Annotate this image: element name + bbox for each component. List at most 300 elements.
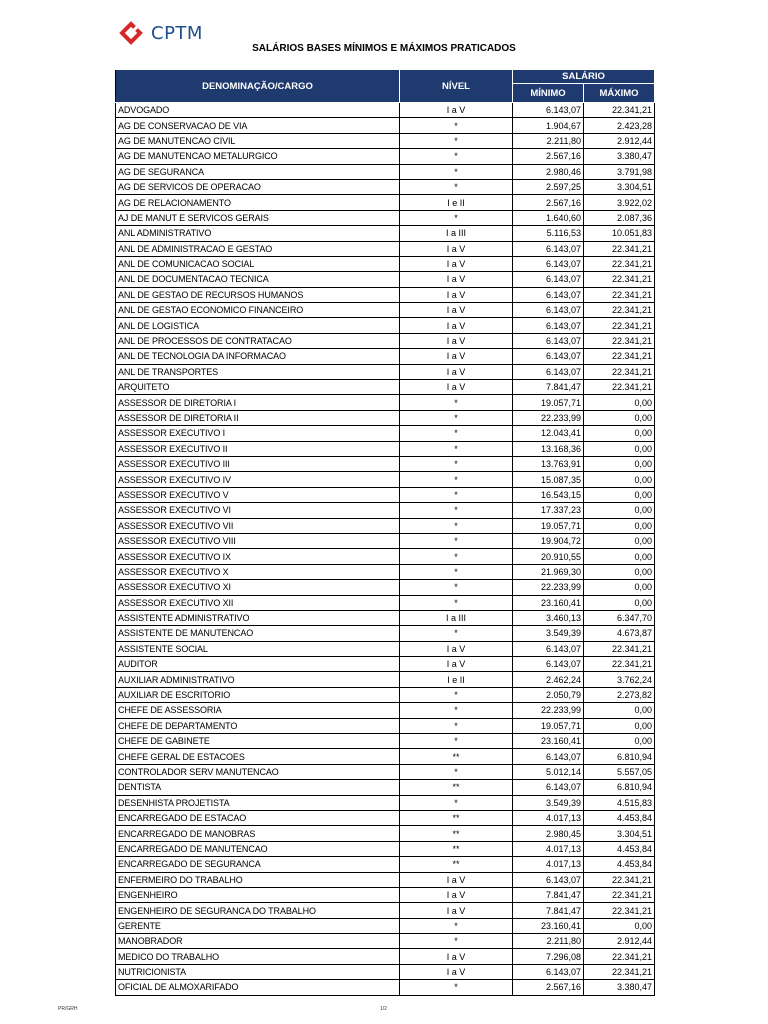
maximo-cell: 3.922,02 [584, 195, 655, 210]
cargo-cell: ANL DE ADMINISTRACAO E GESTAO [116, 241, 400, 256]
cargo-cell: ASSESSOR EXECUTIVO VII [116, 518, 400, 533]
header-nivel: NÍVEL [400, 70, 513, 103]
maximo-cell: 0,00 [584, 703, 655, 718]
maximo-cell: 0,00 [584, 487, 655, 502]
table-row [116, 903, 655, 918]
table-row [116, 872, 655, 887]
nivel-cell: * [400, 918, 513, 933]
cargo-cell: CHEFE DE ASSESSORIA [116, 703, 400, 718]
minimo-cell: 7.841,47 [513, 887, 584, 902]
minimo-cell: 23.160,41 [513, 918, 584, 933]
table-row [116, 564, 655, 579]
minimo-cell: 4.017,13 [513, 857, 584, 872]
maximo-cell: 3.762,24 [584, 672, 655, 687]
cargo-cell: ASSESSOR EXECUTIVO III [116, 456, 400, 471]
nivel-cell: * [400, 687, 513, 702]
maximo-cell: 0,00 [584, 533, 655, 548]
maximo-cell: 3.380,47 [584, 980, 655, 995]
maximo-cell: 0,00 [584, 734, 655, 749]
cargo-cell: ASSESSOR EXECUTIVO I [116, 426, 400, 441]
cargo-cell: ENGENHEIRO [116, 887, 400, 902]
minimo-cell: 6.143,07 [513, 272, 584, 287]
cargo-cell: ASSESSOR EXECUTIVO VI [116, 503, 400, 518]
nivel-cell: * [400, 210, 513, 225]
table-row [116, 349, 655, 364]
nivel-cell: I a V [400, 949, 513, 964]
cargo-cell: ENGENHEIRO DE SEGURANCA DO TRABALHO [116, 903, 400, 918]
minimo-cell: 6.143,07 [513, 318, 584, 333]
salary-table [115, 69, 655, 996]
table-row [116, 934, 655, 949]
maximo-cell: 4.453,84 [584, 810, 655, 825]
minimo-cell: 12.043,41 [513, 426, 584, 441]
cargo-cell: ANL DE LOGISTICA [116, 318, 400, 333]
maximo-cell: 0,00 [584, 918, 655, 933]
cargo-cell: ANL ADMINISTRATIVO [116, 226, 400, 241]
maximo-cell: 0,00 [584, 718, 655, 733]
minimo-cell: 6.143,07 [513, 256, 584, 271]
nivel-cell: I a V [400, 872, 513, 887]
cargo-cell: ENCARREGADO DE ESTACAO [116, 810, 400, 825]
nivel-cell: * [400, 595, 513, 610]
cargo-cell: ASSISTENTE DE MANUTENCAO [116, 626, 400, 641]
cargo-cell: ASSISTENTE SOCIAL [116, 641, 400, 656]
table-row [116, 426, 655, 441]
cargo-cell: CHEFE DE DEPARTAMENTO [116, 718, 400, 733]
page-title: SALÁRIOS BASES MÍNIMOS E MÁXIMOS PRATICADOS [252, 43, 516, 54]
table-row [116, 318, 655, 333]
table-row [116, 395, 655, 410]
nivel-cell: * [400, 179, 513, 194]
cargo-cell: AUDITOR [116, 657, 400, 672]
maximo-cell: 6.810,94 [584, 780, 655, 795]
nivel-cell: I a V [400, 272, 513, 287]
maximo-cell: 22.341,21 [584, 287, 655, 302]
maximo-cell: 22.341,21 [584, 641, 655, 656]
table-row [116, 333, 655, 348]
cargo-cell: ANL DE TRANSPORTES [116, 364, 400, 379]
cargo-cell: ASSESSOR EXECUTIVO X [116, 564, 400, 579]
table-row [116, 857, 655, 872]
maximo-cell: 0,00 [584, 549, 655, 564]
nivel-cell: * [400, 133, 513, 148]
maximo-cell: 4.673,87 [584, 626, 655, 641]
maximo-cell: 22.341,21 [584, 256, 655, 271]
header-salario: SALÁRIO [513, 70, 655, 84]
table-row [116, 472, 655, 487]
minimo-cell: 2.567,16 [513, 195, 584, 210]
table-row [116, 549, 655, 564]
cargo-cell: ANL DE PROCESSOS DE CONTRATACAO [116, 333, 400, 348]
maximo-cell: 0,00 [584, 518, 655, 533]
brand-name: CPTM [151, 22, 203, 44]
table-row [116, 226, 655, 241]
maximo-cell: 0,00 [584, 410, 655, 425]
cargo-cell: DESENHISTA PROJETISTA [116, 795, 400, 810]
minimo-cell: 6.143,07 [513, 964, 584, 979]
nivel-cell: * [400, 456, 513, 471]
maximo-cell: 22.341,21 [584, 964, 655, 979]
cargo-cell: ASSISTENTE ADMINISTRATIVO [116, 610, 400, 625]
header-denominacao: DENOMINAÇÃO/CARGO [116, 70, 400, 103]
page-number: 1/2 [380, 1006, 387, 1012]
minimo-cell: 15.087,35 [513, 472, 584, 487]
cargo-cell: AJ DE MANUT E SERVICOS GERAIS [116, 210, 400, 225]
header-maximo: MÁXIMO [584, 84, 655, 103]
maximo-cell: 3.304,51 [584, 179, 655, 194]
maximo-cell: 4.515,83 [584, 795, 655, 810]
nivel-cell: * [400, 395, 513, 410]
cargo-cell: ASSESSOR EXECUTIVO V [116, 487, 400, 502]
minimo-cell: 5.116,53 [513, 226, 584, 241]
minimo-cell: 19.057,71 [513, 395, 584, 410]
minimo-cell: 6.143,07 [513, 349, 584, 364]
nivel-cell: I a III [400, 610, 513, 625]
nivel-cell: * [400, 564, 513, 579]
nivel-cell: I a V [400, 287, 513, 302]
maximo-cell: 2.912,44 [584, 133, 655, 148]
minimo-cell: 2.980,45 [513, 826, 584, 841]
maximo-cell: 22.341,21 [584, 657, 655, 672]
minimo-cell: 6.143,07 [513, 241, 584, 256]
table-row [116, 456, 655, 471]
minimo-cell: 4.017,13 [513, 810, 584, 825]
header-minimo: MÍNIMO [513, 84, 584, 103]
cargo-cell: AG DE SEGURANCA [116, 164, 400, 179]
nivel-cell: I a V [400, 657, 513, 672]
cargo-cell: ANL DE GESTAO DE RECURSOS HUMANOS [116, 287, 400, 302]
table-row [116, 718, 655, 733]
table-row [116, 441, 655, 456]
maximo-cell: 0,00 [584, 503, 655, 518]
nivel-cell: * [400, 410, 513, 425]
table-row [116, 133, 655, 148]
minimo-cell: 6.143,07 [513, 657, 584, 672]
table-row [116, 380, 655, 395]
cargo-cell: ANL DE TECNOLOGIA DA INFORMACAO [116, 349, 400, 364]
maximo-cell: 4.453,84 [584, 841, 655, 856]
nivel-cell: * [400, 980, 513, 995]
minimo-cell: 1.904,67 [513, 118, 584, 133]
nivel-cell: * [400, 703, 513, 718]
nivel-cell: ** [400, 780, 513, 795]
cargo-cell: OFICIAL DE ALMOXARIFADO [116, 980, 400, 995]
minimo-cell: 17.337,23 [513, 503, 584, 518]
table-row [116, 256, 655, 271]
minimo-cell: 6.143,07 [513, 872, 584, 887]
cargo-cell: ANL DE DOCUMENTACAO TECNICA [116, 272, 400, 287]
cargo-cell: ASSESSOR DE DIRETORIA I [116, 395, 400, 410]
table-row [116, 980, 655, 995]
cargo-cell: ASSESSOR EXECUTIVO IV [116, 472, 400, 487]
maximo-cell: 0,00 [584, 564, 655, 579]
minimo-cell: 2.980,46 [513, 164, 584, 179]
nivel-cell: * [400, 164, 513, 179]
table-row [116, 164, 655, 179]
nivel-cell: I a V [400, 380, 513, 395]
table-row [116, 949, 655, 964]
table-row [116, 841, 655, 856]
nivel-cell: * [400, 503, 513, 518]
minimo-cell: 20.910,55 [513, 549, 584, 564]
minimo-cell: 7.841,47 [513, 903, 584, 918]
table-row [116, 887, 655, 902]
table-row [116, 179, 655, 194]
maximo-cell: 22.341,21 [584, 887, 655, 902]
minimo-cell: 6.143,07 [513, 103, 584, 118]
maximo-cell: 22.341,21 [584, 349, 655, 364]
minimo-cell: 4.017,13 [513, 841, 584, 856]
table-row [116, 195, 655, 210]
minimo-cell: 6.143,07 [513, 333, 584, 348]
minimo-cell: 19.057,71 [513, 518, 584, 533]
maximo-cell: 22.341,21 [584, 903, 655, 918]
nivel-cell: * [400, 441, 513, 456]
minimo-cell: 1.640,60 [513, 210, 584, 225]
minimo-cell: 16.543,15 [513, 487, 584, 502]
nivel-cell: ** [400, 810, 513, 825]
minimo-cell: 13.763,91 [513, 456, 584, 471]
minimo-cell: 7.841,47 [513, 380, 584, 395]
table-row [116, 795, 655, 810]
minimo-cell: 2.211,80 [513, 133, 584, 148]
table-row [116, 364, 655, 379]
maximo-cell: 22.341,21 [584, 364, 655, 379]
minimo-cell: 22.233,99 [513, 580, 584, 595]
nivel-cell: I a V [400, 303, 513, 318]
minimo-cell: 2.050,79 [513, 687, 584, 702]
maximo-cell: 5.557,05 [584, 764, 655, 779]
table-row [116, 580, 655, 595]
table-row [116, 764, 655, 779]
nivel-cell: I a V [400, 903, 513, 918]
table-row [116, 780, 655, 795]
maximo-cell: 22.341,21 [584, 872, 655, 887]
cargo-cell: AG DE CONSERVACAO DE VIA [116, 118, 400, 133]
maximo-cell: 22.341,21 [584, 380, 655, 395]
cargo-cell: ASSESSOR EXECUTIVO XI [116, 580, 400, 595]
table-row [116, 595, 655, 610]
cargo-cell: ASSESSOR EXECUTIVO IX [116, 549, 400, 564]
table-row [116, 657, 655, 672]
nivel-cell: * [400, 734, 513, 749]
table-row [116, 118, 655, 133]
nivel-cell: * [400, 118, 513, 133]
table-row [116, 518, 655, 533]
maximo-cell: 3.380,47 [584, 149, 655, 164]
table-row [116, 749, 655, 764]
table-row [116, 826, 655, 841]
nivel-cell: I a III [400, 226, 513, 241]
minimo-cell: 2.462,24 [513, 672, 584, 687]
nivel-cell: ** [400, 857, 513, 872]
maximo-cell: 22.341,21 [584, 318, 655, 333]
table-row [116, 533, 655, 548]
nivel-cell: I e II [400, 672, 513, 687]
nivel-cell: I a V [400, 103, 513, 118]
cargo-cell: AG DE MANUTENCAO METALURGICO [116, 149, 400, 164]
nivel-cell: * [400, 626, 513, 641]
cargo-cell: AG DE RELACIONAMENTO [116, 195, 400, 210]
maximo-cell: 22.341,21 [584, 272, 655, 287]
table-row [116, 610, 655, 625]
table-row [116, 287, 655, 302]
minimo-cell: 23.160,41 [513, 595, 584, 610]
minimo-cell: 2.597,25 [513, 179, 584, 194]
nivel-cell: I a V [400, 333, 513, 348]
cargo-cell: ENFERMEIRO DO TRABALHO [116, 872, 400, 887]
cargo-cell: ARQUITETO [116, 380, 400, 395]
minimo-cell: 2.567,16 [513, 980, 584, 995]
cargo-cell: DENTISTA [116, 780, 400, 795]
table-row [116, 487, 655, 502]
cargo-cell: ASSESSOR EXECUTIVO II [116, 441, 400, 456]
cargo-cell: ENCARREGADO DE SEGURANCA [116, 857, 400, 872]
table-row [116, 734, 655, 749]
maximo-cell: 0,00 [584, 580, 655, 595]
table-row [116, 149, 655, 164]
cargo-cell: AUXILIAR ADMINISTRATIVO [116, 672, 400, 687]
table-row [116, 103, 655, 118]
maximo-cell: 6.810,94 [584, 749, 655, 764]
minimo-cell: 3.549,39 [513, 795, 584, 810]
table-row [116, 272, 655, 287]
table-row [116, 241, 655, 256]
cargo-cell: AUXILIAR DE ESCRITORIO [116, 687, 400, 702]
maximo-cell: 22.341,21 [584, 241, 655, 256]
nivel-cell: * [400, 718, 513, 733]
minimo-cell: 6.143,07 [513, 780, 584, 795]
cargo-cell: ANL DE GESTAO ECONOMICO FINANCEIRO [116, 303, 400, 318]
cargo-cell: NUTRICIONISTA [116, 964, 400, 979]
maximo-cell: 0,00 [584, 395, 655, 410]
maximo-cell: 0,00 [584, 441, 655, 456]
nivel-cell: I a V [400, 256, 513, 271]
maximo-cell: 22.341,21 [584, 303, 655, 318]
maximo-cell: 0,00 [584, 595, 655, 610]
cargo-cell: ASSESSOR DE DIRETORIA II [116, 410, 400, 425]
cargo-cell: ADVOGADO [116, 103, 400, 118]
maximo-cell: 4.453,84 [584, 857, 655, 872]
minimo-cell: 5.012,14 [513, 764, 584, 779]
table-row [116, 210, 655, 225]
nivel-cell: * [400, 580, 513, 595]
nivel-cell: ** [400, 749, 513, 764]
maximo-cell: 2.273,82 [584, 687, 655, 702]
minimo-cell: 6.143,07 [513, 641, 584, 656]
minimo-cell: 22.233,99 [513, 703, 584, 718]
cargo-cell: ASSESSOR EXECUTIVO VIII [116, 533, 400, 548]
cargo-cell: AG DE SERVICOS DE OPERACAO [116, 179, 400, 194]
cargo-cell: AG DE MANUTENCAO CIVIL [116, 133, 400, 148]
nivel-cell: I a V [400, 241, 513, 256]
nivel-cell: I a V [400, 641, 513, 656]
table-row [116, 303, 655, 318]
nivel-cell: * [400, 764, 513, 779]
minimo-cell: 6.143,07 [513, 749, 584, 764]
table-row [116, 641, 655, 656]
maximo-cell: 22.341,21 [584, 333, 655, 348]
maximo-cell: 0,00 [584, 426, 655, 441]
cargo-cell: CHEFE DE GABINETE [116, 734, 400, 749]
cargo-cell: CHEFE GERAL DE ESTACOES [116, 749, 400, 764]
table-row [116, 703, 655, 718]
nivel-cell: * [400, 934, 513, 949]
table-row [116, 626, 655, 641]
nivel-cell: * [400, 518, 513, 533]
maximo-cell: 3.791,98 [584, 164, 655, 179]
cargo-cell: MANOBRADOR [116, 934, 400, 949]
minimo-cell: 22.233,99 [513, 410, 584, 425]
cargo-cell: ENCARREGADO DE MANOBRAS [116, 826, 400, 841]
nivel-cell: * [400, 149, 513, 164]
maximo-cell: 22.341,21 [584, 103, 655, 118]
table-row [116, 503, 655, 518]
cargo-cell: ENCARREGADO DE MANUTENCAO [116, 841, 400, 856]
minimo-cell: 3.549,39 [513, 626, 584, 641]
nivel-cell: I a V [400, 964, 513, 979]
minimo-cell: 6.143,07 [513, 287, 584, 302]
table-row [116, 964, 655, 979]
minimo-cell: 23.160,41 [513, 734, 584, 749]
nivel-cell: * [400, 426, 513, 441]
maximo-cell: 2.912,44 [584, 934, 655, 949]
nivel-cell: * [400, 795, 513, 810]
maximo-cell: 2.087,36 [584, 210, 655, 225]
table-row [116, 810, 655, 825]
nivel-cell: * [400, 533, 513, 548]
minimo-cell: 6.143,07 [513, 303, 584, 318]
maximo-cell: 2.423,28 [584, 118, 655, 133]
minimo-cell: 21.969,30 [513, 564, 584, 579]
cargo-cell: GERENTE [116, 918, 400, 933]
maximo-cell: 10.051,83 [584, 226, 655, 241]
nivel-cell: I a V [400, 364, 513, 379]
nivel-cell: I a V [400, 318, 513, 333]
cargo-cell: ANL DE COMUNICACAO SOCIAL [116, 256, 400, 271]
footer-department: PR/GRH [58, 1006, 78, 1012]
nivel-cell: I e II [400, 195, 513, 210]
minimo-cell: 7.296,08 [513, 949, 584, 964]
table-row [116, 918, 655, 933]
nivel-cell: I a V [400, 887, 513, 902]
maximo-cell: 3.304,51 [584, 826, 655, 841]
table-row [116, 410, 655, 425]
maximo-cell: 6.347,70 [584, 610, 655, 625]
cargo-cell: MEDICO DO TRABALHO [116, 949, 400, 964]
nivel-cell: I a V [400, 349, 513, 364]
minimo-cell: 3.460,13 [513, 610, 584, 625]
maximo-cell: 0,00 [584, 472, 655, 487]
minimo-cell: 2.567,16 [513, 149, 584, 164]
nivel-cell: ** [400, 826, 513, 841]
maximo-cell: 0,00 [584, 456, 655, 471]
minimo-cell: 19.057,71 [513, 718, 584, 733]
minimo-cell: 2.211,80 [513, 934, 584, 949]
nivel-cell: ** [400, 841, 513, 856]
minimo-cell: 19.904,72 [513, 533, 584, 548]
nivel-cell: * [400, 472, 513, 487]
maximo-cell: 22.341,21 [584, 949, 655, 964]
minimo-cell: 13.168,36 [513, 441, 584, 456]
cargo-cell: ASSESSOR EXECUTIVO XII [116, 595, 400, 610]
nivel-cell: * [400, 549, 513, 564]
table-row [116, 687, 655, 702]
minimo-cell: 6.143,07 [513, 364, 584, 379]
table-row [116, 672, 655, 687]
nivel-cell: * [400, 487, 513, 502]
cargo-cell: CONTROLADOR SERV MANUTENCAO [116, 764, 400, 779]
